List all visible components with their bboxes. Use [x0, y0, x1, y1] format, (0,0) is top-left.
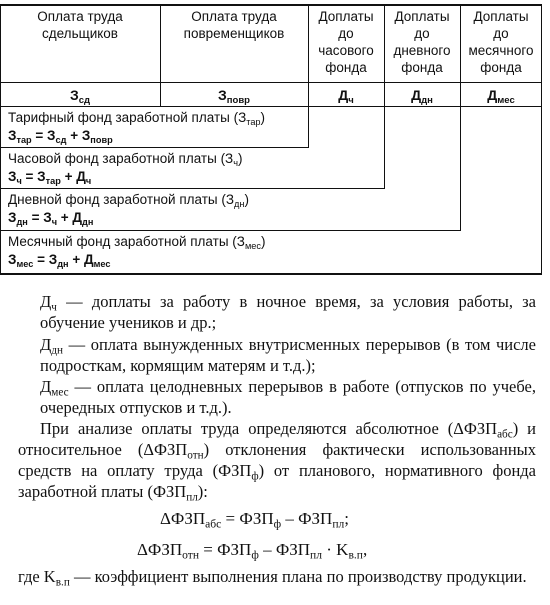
symbol-d-ch: $Д_ч$ [338, 87, 354, 106]
wage-fund-scheme [0, 0, 550, 275]
symbol-z-sd: $З_{сд}$ [69, 87, 91, 106]
symbol-d-mes: $Д_{мес}$ [487, 87, 515, 106]
coefficient-definition: где $K_{в.п}$ — коэффициент выполнения плана по производству продукции. [18, 567, 527, 589]
formula-relative-deviation: $\Delta ФЗП_{отн} = ФЗП_ф - ФЗП_{пл} \cdot K_{в.п}$, [137, 540, 368, 562]
tariff-formula: $З_{тар} = З_{сд} + З_{повр}$ [8, 128, 113, 145]
definition-d-ch: $Д_ч$ — доплаты за работу в ночное время, за условия работы, за обучение учеников и др.; [40, 292, 536, 332]
daily-bottom-edge [0, 230, 461, 231]
header-time-workers: Оплата труда повременщиков [183, 9, 285, 41]
daily-formula: $З_{дн} = З_ч + Д_{дн}$ [8, 210, 94, 227]
column-divider [460, 4, 461, 230]
header-piece-workers: Оплата труда сдельщиков [37, 9, 123, 41]
bottom-border [0, 273, 542, 275]
hourly-bottom-edge [0, 188, 385, 189]
tariff-right-edge [308, 106, 309, 148]
monthly-fund-block: Месячный фонд заработной платы $(З_{мес})$ $З_{мес} = З_{дн} + Д_{мес}$ [8, 234, 266, 269]
right-border [541, 4, 542, 274]
hourly-fund-block: Часовой фонд заработной платы $(З_ч)$ $З_ч = З_{тар} + Д_ч$ [8, 151, 243, 186]
daily-fund-block: Дневной фонд заработной платы $(З_{дн})$ $З_{дн} = З_ч + Д_{дн}$ [8, 192, 249, 227]
definition-d-mes: $Д_{мес}$ — оплата целодневных перерывов в работе (отпусков по учебе, очередных отпусков и т.д.). [40, 377, 536, 417]
tariff-fund-block: Тарифный фонд заработной платы $(З_{тар})$ $З_{тар} = З_{сд} + З_{повр}$ [8, 110, 266, 145]
column-divider [160, 4, 161, 107]
header-monthly-extra: Доплаты до месячного фонда [468, 9, 534, 75]
formula-absolute-deviation: $\Delta ФЗП_{абс} = ФЗП_ф - ФЗП_{пл}$; [160, 509, 350, 531]
monthly-formula: $З_{мес} = З_{дн} + Д_{мес}$ [8, 252, 111, 269]
header-daily-extra: Доплаты до дневного фонда [393, 9, 451, 75]
column-divider [384, 4, 385, 188]
tariff-bottom-edge [0, 147, 309, 148]
definition-d-dn: $Д_{дн}$ — оплата вынужденных внутрисменных перерывов (в том числе подросткам, кормящим матерям и т.д.); [40, 335, 536, 375]
symbol-d-dn: $Д_{дн}$ [411, 87, 433, 106]
symbol-z-povr: $З_{повр}$ [217, 87, 250, 106]
header-hourly-extra: Доплаты до часового фонда [318, 9, 374, 75]
hourly-formula: $З_ч = З_{тар} + Д_ч$ [8, 169, 92, 186]
analysis-paragraph: При анализе оплаты труда определяются абсолютное $(\Delta ФЗП_{абс})$ и относительное $(\Delta ФЗП_{отн})$ отклонения фактически использованных средств на оплату труда $(ФЗП_ф)$ от планового, нормативного фонда заработной платы $(ФЗП_{пл})$: [18, 419, 537, 504]
column-divider [308, 4, 309, 107]
left-border [0, 4, 1, 274]
